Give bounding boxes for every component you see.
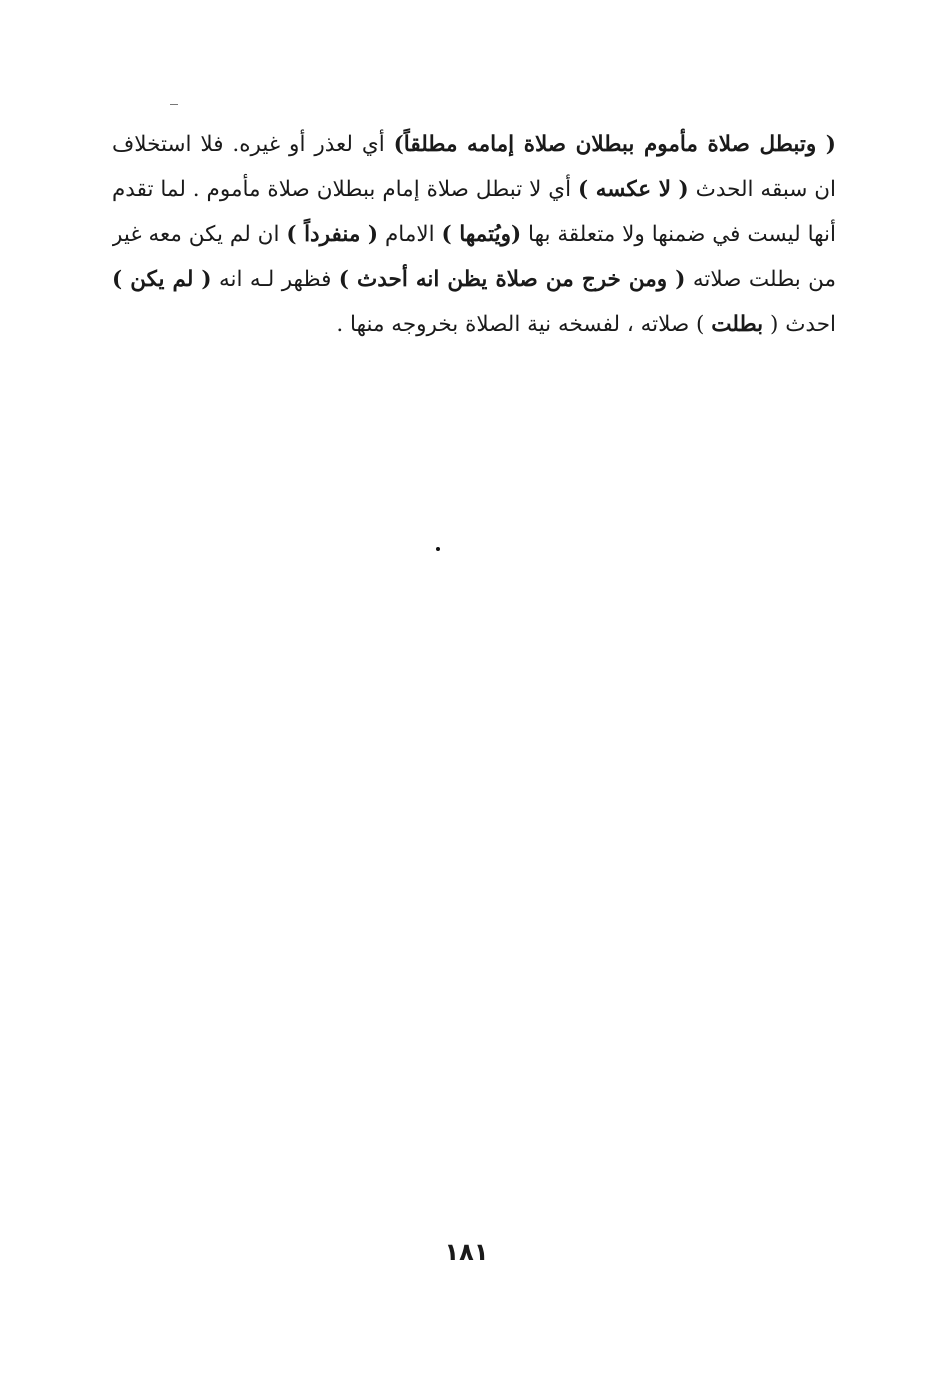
plain-phrase: فظهر لـه انه	[211, 267, 339, 292]
plain-phrase: أنها ليست في ضمنها ولا متعلقة بها	[521, 222, 836, 247]
plain-phrase: ان سبقه الحدث	[688, 177, 836, 202]
bold-phrase: ( ومن خرج من صلاة يظن انه أحدث )	[338, 267, 686, 292]
bold-phrase: بطلت	[711, 312, 764, 337]
bold-phrase: ( لا عكسه )	[578, 177, 689, 202]
plain-phrase: من بطلت صلاته	[685, 267, 836, 292]
text-line-4	[112, 257, 836, 302]
text-line-2	[112, 167, 836, 212]
plain-phrase: أي لعذر أو غيره. فلا استخلاف	[112, 132, 394, 157]
text-line-5	[112, 302, 836, 347]
bold-phrase: ( وتبطل صلاة مأموم ببطلان صلاة إمامه مطلقاً)	[393, 132, 836, 157]
scan-mark	[170, 104, 178, 105]
scan-speck	[436, 547, 440, 551]
bold-phrase: ( منفرداً )	[286, 222, 379, 247]
bold-phrase: (ويُتمها )	[441, 222, 522, 247]
page-number: ١٨١	[444, 1238, 489, 1266]
body-paragraph	[112, 122, 836, 347]
text-line-3	[112, 212, 836, 257]
plain-phrase: احدث (	[763, 312, 836, 337]
plain-phrase: الامام	[378, 222, 442, 247]
bold-phrase: ( لم يكن )	[112, 267, 212, 292]
plain-phrase: أي لا تبطل صلاة إمام ببطلان صلاة مأموم . لما تقدم	[112, 177, 578, 202]
plain-phrase: ) صلاته ، لفسخه نية الصلاة بخروجه منها .	[336, 312, 712, 337]
text-line-1	[112, 122, 836, 167]
plain-phrase: ان لم يكن معه غير	[112, 222, 287, 247]
